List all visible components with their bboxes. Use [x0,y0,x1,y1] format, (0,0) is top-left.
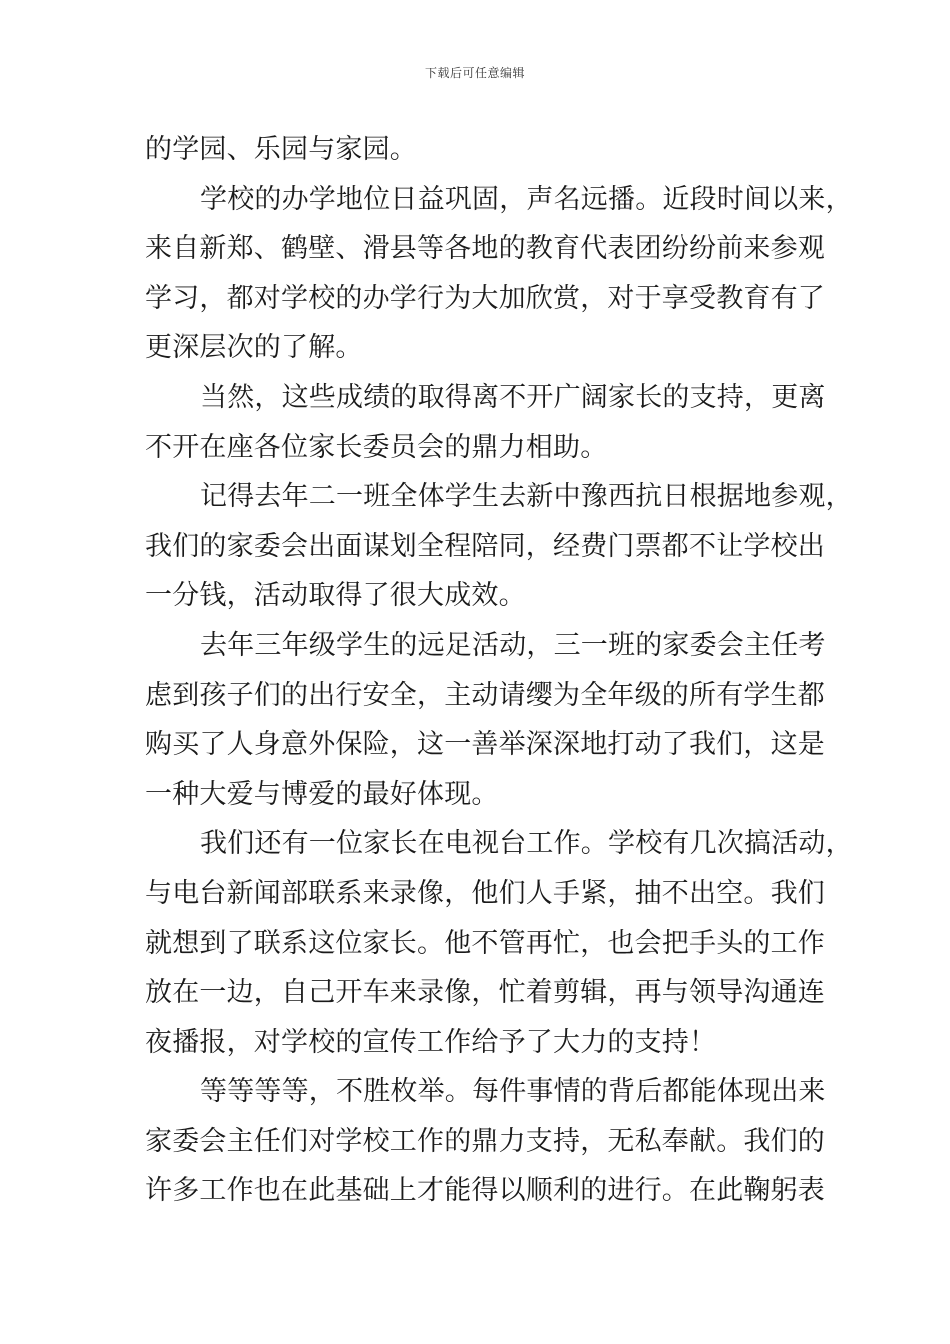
paragraph [145,1067,835,1216]
text-line: 等等等等，不胜枚举。每件事情的背后都能体现出来 [200,1076,826,1108]
paragraph [145,125,835,175]
text-line: 我们的家委会出面谋划全程陪同，经费门票都不让学校出 [145,530,825,562]
text-line: 学习，都对学校的办学行为大加欣赏，对于享受教育有了 [145,282,825,314]
text-line: 的学园、乐园与家园。 [145,134,417,165]
paragraph [145,819,853,1067]
text-line: 一种大爱与博爱的最好体现。 [145,778,499,810]
paragraph [145,472,853,621]
text-line: 记得去年二一班全体学生去新中豫西抗日根据地参观， [200,481,853,513]
text-line: 当然，这些成绩的取得离不开广阔家长的支持，更离 [200,381,826,413]
text-line: 虑到孩子们的出行安全，主动请缨为全年级的所有学生都 [145,679,825,711]
text-line: 夜播报，对学校的宣传工作给予了大力的支持！ [145,1026,717,1058]
paragraph [145,621,835,819]
text-line: 放在一边，自己开车来录像，忙着剪辑，再与领导沟通连 [145,977,825,1009]
text-line: 不开在座各位家长委员会的鼎力相助。 [145,431,608,463]
text-line: 来自新郑、鹤壁、滑县等各地的教育代表团纷纷前来参观 [145,233,825,265]
text-line: 我们还有一位家长在电视台工作。学校有几次搞活动， [200,828,853,860]
text-line: 更深层次的了解。 [145,332,363,364]
paragraph [145,175,853,373]
paragraph [145,373,835,472]
text-line: 购买了人身意外保险，这一善举深深地打动了我们，这是 [145,729,825,761]
text-line: 一分钱，活动取得了很大成效。 [145,580,526,612]
text-line: 学校的办学地位日益巩固，声名远播。近段时间以来， [200,183,853,215]
text-line: 去年三年级学生的远足活动，三一班的家委会主任考 [200,629,826,661]
document-body [145,125,853,1216]
text-line: 许多工作也在此基础上才能得以顺利的进行。在此鞠躬表 [145,1175,825,1207]
text-line: 与电台新闻部联系来录像，他们人手紧，抽不出空。我们 [145,877,825,909]
text-line: 家委会主任们对学校工作的鼎力支持，无私奉献。我们的 [145,1125,825,1157]
text-line: 就想到了联系这位家长。他不管再忙，也会把手头的工作 [145,927,825,959]
page-header: 下载后可任意编辑 [424,66,525,80]
